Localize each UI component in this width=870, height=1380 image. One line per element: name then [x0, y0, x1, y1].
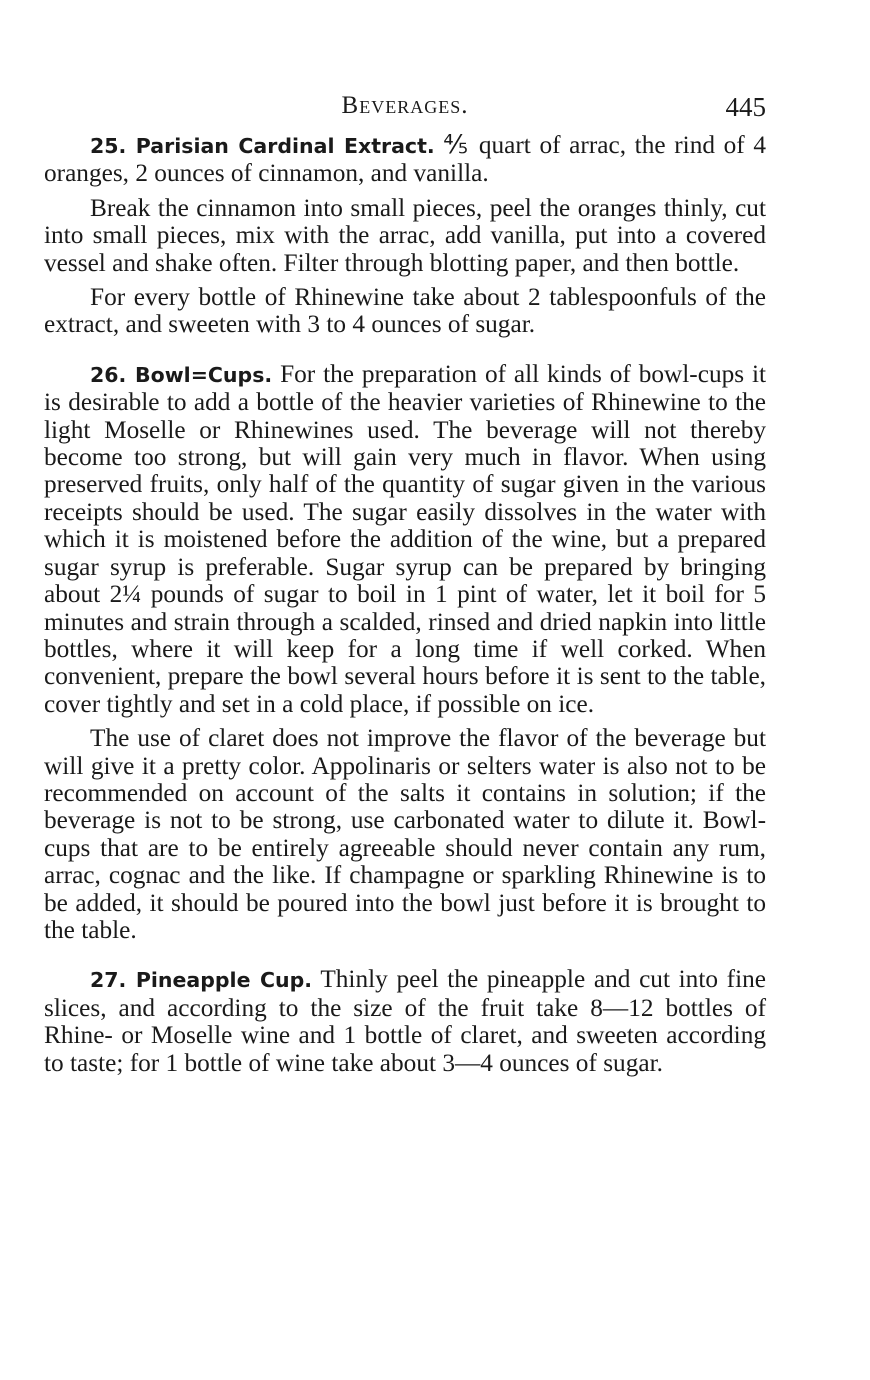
recipe-number: 26. — [90, 362, 127, 387]
recipe-27 — [44, 966, 766, 1077]
recipe-number: 27. — [90, 968, 127, 993]
running-head — [44, 92, 766, 132]
recipe-25 — [44, 132, 766, 339]
recipe-paragraph: For every bottle of Rhinewine take about 2 tablespoonfuls of the extract, and sweeten with 3 to 4 ounces of sugar. — [44, 283, 766, 339]
recipe-text: Thinly peel the pineapple and cut into fine slices, and according to the size of the fruit take 8—12 bottles of Rhine- or Moselle wine and 1 bottle of claret, and sweeten according to taste; for 1 bottle of wine take about 3—4 ounces of sugar. — [44, 965, 767, 1077]
recipe-paragraph: Break the cinnamon into small pieces, peel the oranges thinly, cut into small pieces, mix with the arrac, add vanilla, put into a covered vessel and shake often. Filter through blotting paper, and then bottle. — [44, 193, 766, 277]
recipe-name: Parisian Cardinal Extract. — [135, 134, 435, 158]
recipe-paragraph — [44, 361, 766, 718]
recipe-paragraph: The use of claret does not improve the flavor of the beverage but will give it a pretty color. Appolinaris or selters water is also not to be recommended on account of the salts it contains in solution; if the beverage is not to be strong, use carbonated water to dilute it. Bowl-cups that are to be entirely agreeable should never contain any rum, arrac, cognac and the like. If champagne or sparkling Rhinewine is to be added, it should be poured into the bowl just before it is brought to the table. — [44, 724, 766, 944]
recipe-heading — [90, 968, 312, 992]
recipe-number: 25. — [90, 134, 127, 158]
book-page — [44, 92, 766, 1077]
recipe-text: For the preparation of all kinds of bowl-cups it is desirable to add a bottle of the heavier varieties of Rhinewine to the light Moselle or Rhinewines used. The beverage will not thereby become too strong, but will gain very much in flavor. When using preserved fruits, only half of the quantity of sugar given in the various receipts should be used. The sugar easily dissolves in the water with which it is moistened before the addition of the wine, but a prepared sugar syrup is preferable. Sugar syrup can be prepared by bringing about 2¼ pounds of sugar to boil in 1 pint of water, let it boil for 5 minutes and strain through a scalded, rinsed and dried napkin into little bottles, where it will keep for a long time if well corked. When convenient, prepare the bowl several hours before it is sent to the table, cover tightly and set in a cold place, if possible on ice. — [44, 359, 767, 718]
page-number: 445 — [725, 92, 766, 122]
recipe-name: Bowl=Cups. — [135, 362, 273, 387]
recipe-name: Pineapple Cup. — [135, 968, 313, 993]
recipe-heading — [90, 363, 272, 387]
running-title: Beverages. — [341, 92, 469, 119]
recipe-paragraph — [44, 132, 766, 188]
recipe-26 — [44, 361, 766, 945]
recipe-text: ⅘ quart of arrac, the rind of 4 oranges, 2 ounces of cinnamon, and vanilla. — [44, 131, 767, 188]
recipe-heading — [90, 134, 435, 158]
recipe-paragraph — [44, 966, 766, 1077]
